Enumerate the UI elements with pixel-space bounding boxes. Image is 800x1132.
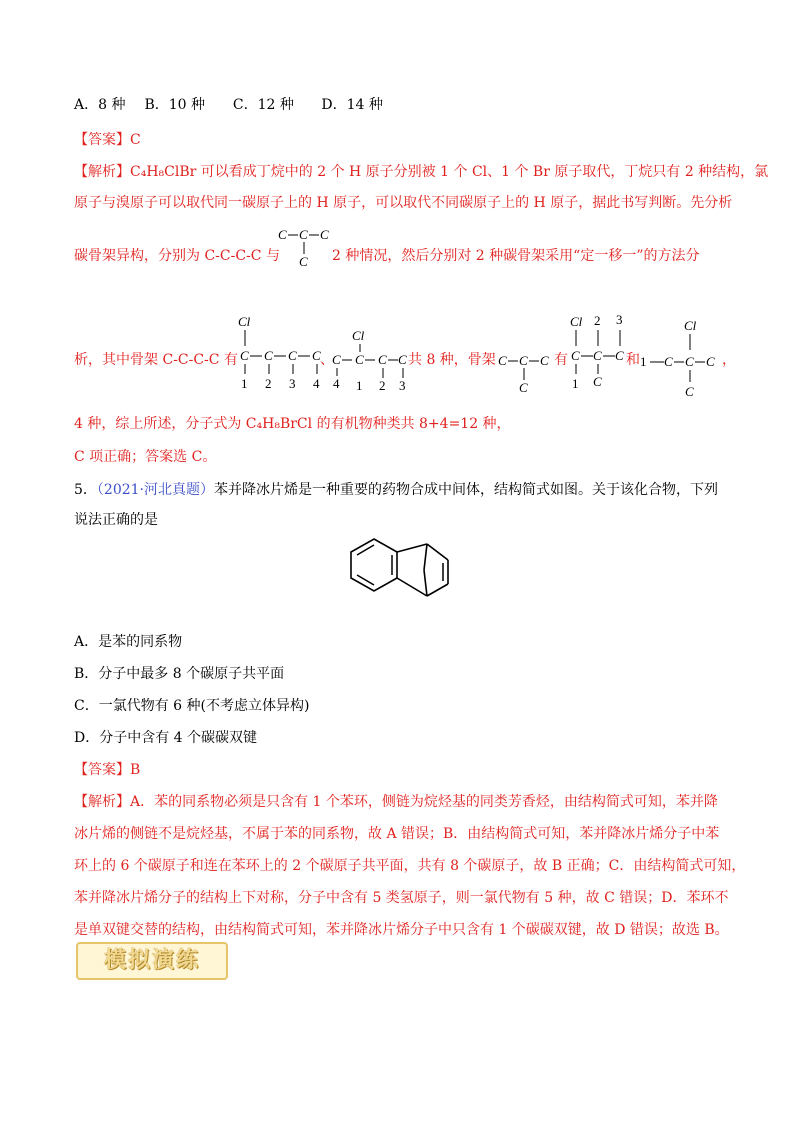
isobutane-cl-terminal <box>566 312 632 398</box>
chem-c: C <box>264 348 273 363</box>
chem-c: C <box>299 227 308 242</box>
q4-analysis-line-4c: 共 8 种，骨架 <box>408 352 496 368</box>
q5-analysis-line-1: 【解析】A．苯的同系物必须是只含有 1 个苯环，侧链为烷烃基的同类芳香烃，由结构简式可知，苯并降 <box>74 794 718 810</box>
chem-c: C <box>593 348 602 363</box>
chem-c: C <box>593 374 602 389</box>
q5-stem-line-2: 说法正确的是 <box>74 512 158 528</box>
q4-answer: 【答案】C <box>74 132 141 148</box>
chem-c: C <box>288 348 297 363</box>
q5-source: （2021·河北真题） <box>96 482 215 498</box>
q4-analysis-line-6: C 项正确；答案选 C。 <box>74 449 217 465</box>
chem-c: C <box>519 353 528 368</box>
q5-analysis-line-4: 苯并降冰片烯分子的结构上下对称，分子中含有 5 类氢原子，则一氯代物有 5 种，故 C 错误；D．苯环不 <box>74 890 729 906</box>
chem-c: C <box>685 384 694 399</box>
chem-c: C <box>519 380 528 395</box>
q5-option-c: C．一氯代物有 6 种(不考虑立体异构) <box>74 698 310 714</box>
num-2: 2 <box>265 376 272 391</box>
num-1: 1 <box>572 376 579 391</box>
q4-analysis-line-3b: 2 种情况，然后分别对 2 种碳骨架采用“定一移一”的方法分 <box>332 248 700 264</box>
num-3: 3 <box>289 376 296 391</box>
chem-c: C <box>540 353 549 368</box>
num-4: 4 <box>333 376 340 391</box>
num-3: 3 <box>616 312 623 327</box>
num-1: 1 <box>241 376 248 391</box>
q5-analysis-line-2: 冰片烯的侧链不是烷烃基，不属于苯的同系物，故 A 错误；B．由结构简式可知，苯并降冰片烯分子中苯 <box>74 826 720 842</box>
chem-c: C <box>615 348 624 363</box>
q5-analysis-line-5: 是单双键交替的结构，由结构简式可知，苯并降冰片烯分子中只含有 1 个碳碳双键，故 D 错误；故选 B。 <box>74 922 729 938</box>
q5-stem-text: 苯并降冰片烯是一种重要的药物合成中间体，结构简式如图。关于该化合物，下列 <box>214 482 719 498</box>
chem-c: C <box>299 254 308 269</box>
chem-c: C <box>398 352 407 367</box>
chem-c: C <box>685 354 694 369</box>
chem-c: C <box>320 227 329 242</box>
chem-c: C <box>571 348 580 363</box>
q4-analysis-line-2: 原子与溴原子可以取代同一碳原子上的 H 原子，可以取代不同碳原子上的 H 原子，据此书写判断。先分析 <box>74 195 733 211</box>
q5-analysis-line-3: 环上的 6 个碳原子和连在苯环上的 2 个碳原子共平面，共有 8 个碳原子，故 B 正确；C．由结构简式可知， <box>74 858 746 874</box>
isobutane-skeleton-2 <box>496 348 556 398</box>
q5-answer: 【答案】B <box>74 762 141 778</box>
q5-option-d: D．分子中含有 4 个碳碳双键 <box>74 730 258 746</box>
q4-analysis-line-4b: 、 <box>320 352 334 368</box>
q4-analysis-line-4d: 有 <box>554 352 568 368</box>
q5-number: 5． <box>74 482 97 498</box>
q4-analysis-line-4a: 析，其中骨架 C-C-C-C 有 <box>74 352 238 368</box>
q4-analysis-line-1: 【解析】C₄H₈ClBr 可以看成丁烷中的 2 个 H 原子分别被 1 个 Cl、1 个 Br 原子取代，丁烷只有 2 种结构，氯 <box>74 164 769 180</box>
isobutane-cl-central <box>640 316 726 402</box>
chem-c: C <box>312 348 321 363</box>
benzonorbornene-structure <box>340 532 490 612</box>
chem-cl: Cl <box>238 314 251 329</box>
chem-c: C <box>240 348 249 363</box>
q5-option-b: B．分子中最多 8 个碳原子共平面 <box>74 666 285 682</box>
q4-option-c: C．12 种 <box>232 97 294 113</box>
butane-cl-c1 <box>238 312 328 392</box>
chem-c: C <box>378 352 387 367</box>
chem-c: C <box>355 352 364 367</box>
q4-option-a: A．8 种 <box>74 97 126 113</box>
chem-cl: Cl <box>684 318 697 333</box>
num-2: 2 <box>379 378 386 393</box>
chem-cl: Cl <box>570 314 583 329</box>
num-1: 1 <box>640 354 647 369</box>
chem-c: C <box>498 353 507 368</box>
q4-analysis-line-4f: ， <box>722 352 736 368</box>
chem-cl: Cl <box>352 328 365 343</box>
num-4: 4 <box>313 376 320 391</box>
chem-c: C <box>664 354 673 369</box>
num-1: 1 <box>356 378 363 393</box>
q4-analysis-line-4e: 和 <box>626 352 640 368</box>
q5-option-a: A．是苯的同系物 <box>74 634 183 650</box>
simulation-practice-badge <box>76 942 228 980</box>
q4-option-d: D．14 种 <box>321 97 383 113</box>
q5-stem-line-1 <box>74 480 718 500</box>
chem-c: C <box>332 352 341 367</box>
chem-c: C <box>706 354 715 369</box>
q4-analysis-line-3a: 碳骨架异构，分别为 C-C-C-C 与 <box>74 248 280 264</box>
q4-options <box>74 95 383 115</box>
num-3: 3 <box>399 378 406 393</box>
q4-analysis-line-5: 4 种，综上所述，分子式为 C₄H₈BrCl 的有机物种类共 8+4=12 种， <box>74 416 511 432</box>
chem-c: C <box>278 227 287 242</box>
isobutane-skeleton <box>276 222 336 272</box>
badge-text: 模拟演练 <box>103 947 200 973</box>
q4-option-b: B．10 种 <box>144 97 206 113</box>
butane-cl-c2 <box>330 316 410 396</box>
num-2: 2 <box>594 313 601 328</box>
